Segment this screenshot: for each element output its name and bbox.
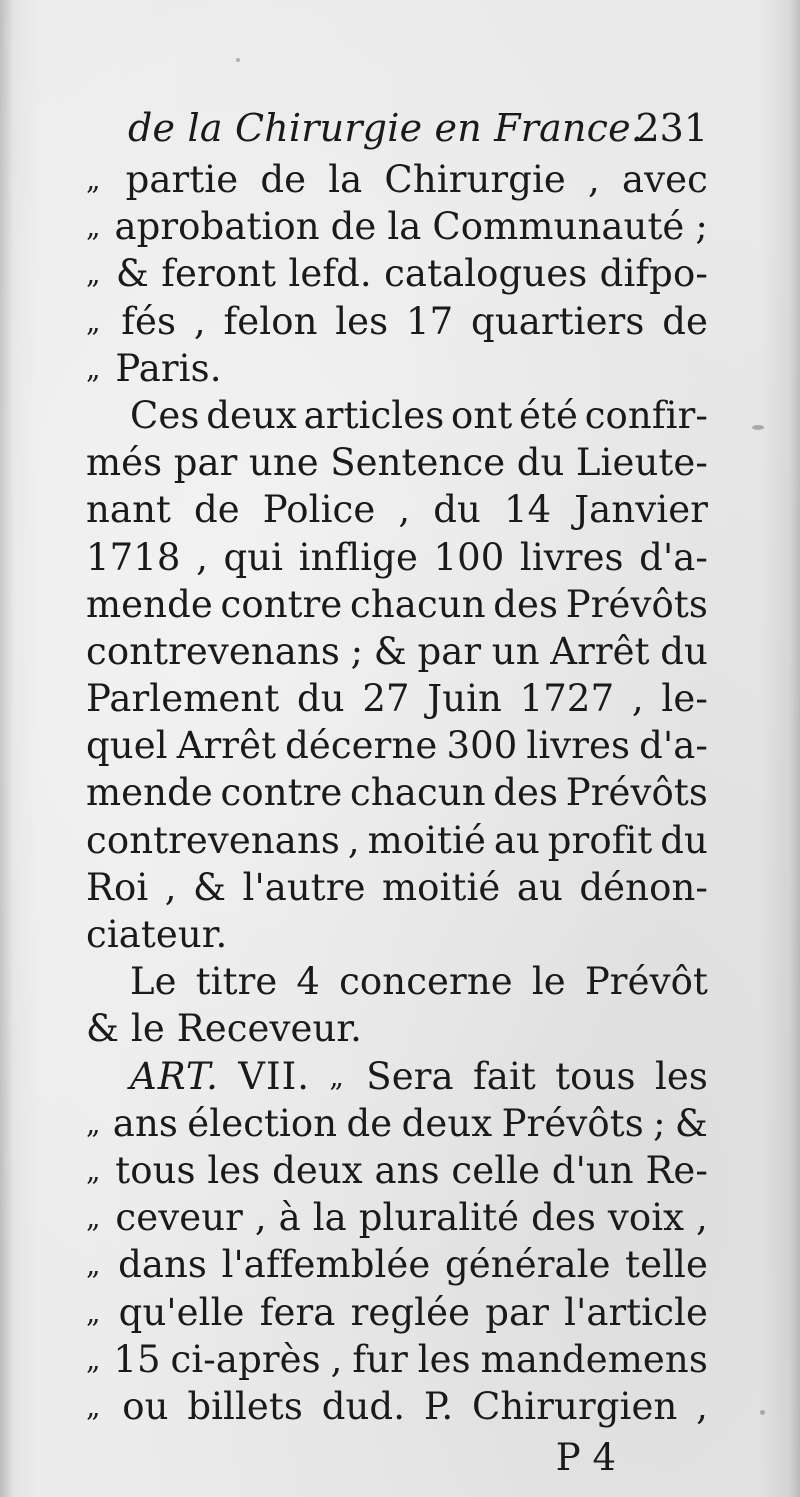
text-line: més par une Sentence du Lieute- [86, 441, 708, 485]
text-line: ciateur. [86, 913, 228, 956]
text-line: „ & feront lefd. catalogues difpo- [86, 252, 708, 296]
text-line: Parlement du 27 Juin 1727 , le- [86, 677, 708, 721]
text-line: mende contre chacun des Prévôts [86, 771, 708, 815]
signature-mark: P 4 [555, 1436, 616, 1480]
text-line: & le Receveur. [86, 1007, 363, 1051]
text-line: Ces deux articles ont été confir- [130, 393, 708, 437]
text-line: „ partie de la Chirurgie , avec [86, 158, 708, 201]
page-text [86, 100, 708, 1486]
page-number: 231 [635, 106, 708, 150]
paper-speck [752, 425, 764, 430]
text-line: contrevenans ; & par un Arrêt du [86, 629, 708, 673]
text-line: „ dans l'affemblée générale telle [86, 1243, 708, 1287]
text-line: 1718 , qui inflige 100 livres d'a- [86, 535, 708, 579]
text-line: „ tous les deux ans celle d'un Re- [86, 1148, 708, 1192]
text-line: Roi , & l'autre moitié au dénon- [86, 865, 708, 909]
text-line: „ qu'elle fera reglée par l'article [86, 1290, 708, 1334]
running-head [86, 100, 708, 156]
running-title: de la Chirurgie en France. [128, 106, 644, 150]
paper-speck [760, 1410, 765, 1415]
text-line: „ aprobation de la Communauté ; [86, 205, 708, 249]
text-line: contrevenans , moitié au profit du [86, 818, 708, 862]
text-line: mende contre chacun des Prévôts [86, 582, 708, 626]
text-line: „ ou billets dud. P. Chirurgien , [86, 1384, 708, 1428]
body-lines [86, 156, 708, 1430]
text-line: Le titre 4 concerne le Prévôt [130, 960, 708, 1004]
paper-speck [236, 58, 240, 62]
text-line: „ ans élection de deux Prévôts ; & [86, 1101, 708, 1145]
text-line: „ ceveur , à la pluralité des voix , [86, 1196, 708, 1240]
text-line: ART. VII. „ Sera fait tous les [130, 1054, 708, 1098]
text-line: „ 15 ci-après , fur les mandemens [86, 1337, 708, 1381]
text-line: „ Paris. [86, 346, 222, 390]
text-line: quel Arrêt décerne 300 livres d'a- [86, 724, 708, 768]
text-line: „ fés , felon les 17 quartiers de [86, 299, 708, 343]
text-line: nant de Police , du 14 Janvier [86, 488, 708, 532]
